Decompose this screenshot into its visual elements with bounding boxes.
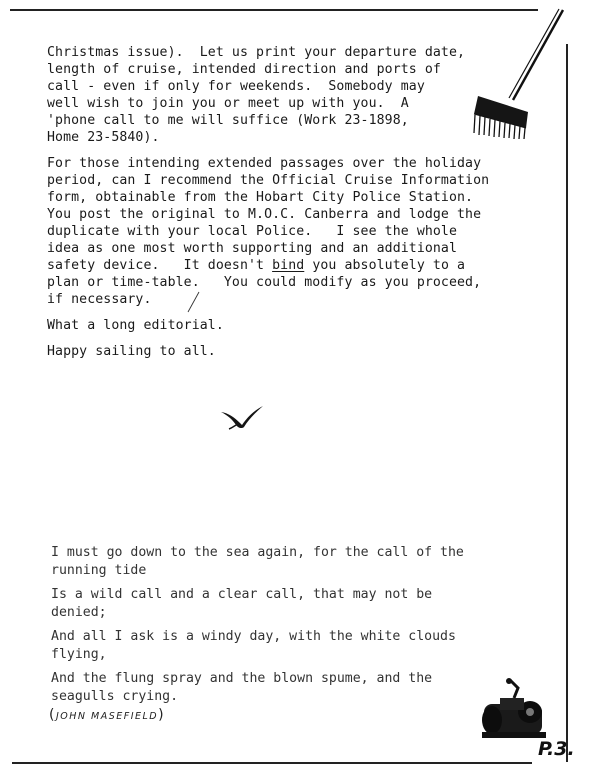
text-line: plan or time-table. You could modify as you proceed, [47,275,482,290]
poem-line: Is a wild call and a clear call, that may not be [51,587,433,602]
poem-line: seagulls crying. [51,689,179,704]
pen-mark [184,290,204,316]
poem-line: I must go down to the sea again, for the call of the [51,545,464,560]
paragraph-long-editorial: What a long editorial. [47,318,224,333]
poem-attribution: (JOHN MASEFIELD) [49,707,166,723]
seagull-icon [220,404,264,430]
paragraph-happy-sailing: Happy sailing to all. [47,344,216,359]
poem-line: And the flung spray and the blown spume, and the [51,671,433,686]
text-line: You post the original to M.O.C. Canberra and lodge the [47,207,482,222]
winch-icon [478,676,550,740]
page-frame-top-rule [10,9,538,11]
text-line: duplicate with your local Police. I see the whole [47,224,458,239]
text-line: For those intending extended passages over the holiday [47,156,482,171]
text-line: form, obtainable from the Hobart City Police Station. [47,190,474,205]
poem-verse-1 [51,544,541,580]
paragraph-cruise-notice [47,44,537,146]
text-line: safety device. It doesn't [47,258,273,273]
text-line: 'phone call to me will suffice (Work 23-1898, [47,113,409,128]
page-frame-bottom-rule [12,762,532,764]
page-number: P.3. [538,738,575,760]
underlined-word: bind [272,258,305,273]
text-line: Christmas issue). Let us print your departure date, [47,45,466,60]
paragraph-cruise-form [47,155,537,308]
attribution-text: JOHN MASEFIELD [55,711,159,722]
text-line: Home 23-5840). [47,130,160,145]
text-line: if necessary. [47,292,152,307]
poem-line: And all I ask is a windy day, with the white clouds [51,629,456,644]
poem-line: flying, [51,647,107,662]
text-line: call - even if only for weekends. Somebody may [47,79,425,94]
text-line: length of cruise, intended direction and ports of [47,62,441,77]
poem-verse-4 [51,670,541,706]
poem-line: denied; [51,605,107,620]
poem-verse-3 [51,628,541,664]
poem-line: running tide [51,563,147,578]
text-line: idea as one most worth supporting and an additional [47,241,458,256]
text-line: you absolutely to a [304,258,466,273]
page-frame-right-rule [566,44,568,762]
poem-verse-2 [51,586,541,622]
text-line: well wish to join you or meet up with you. A [47,96,409,111]
text-line: period, can I recommend the Official Cruise Information [47,173,490,188]
